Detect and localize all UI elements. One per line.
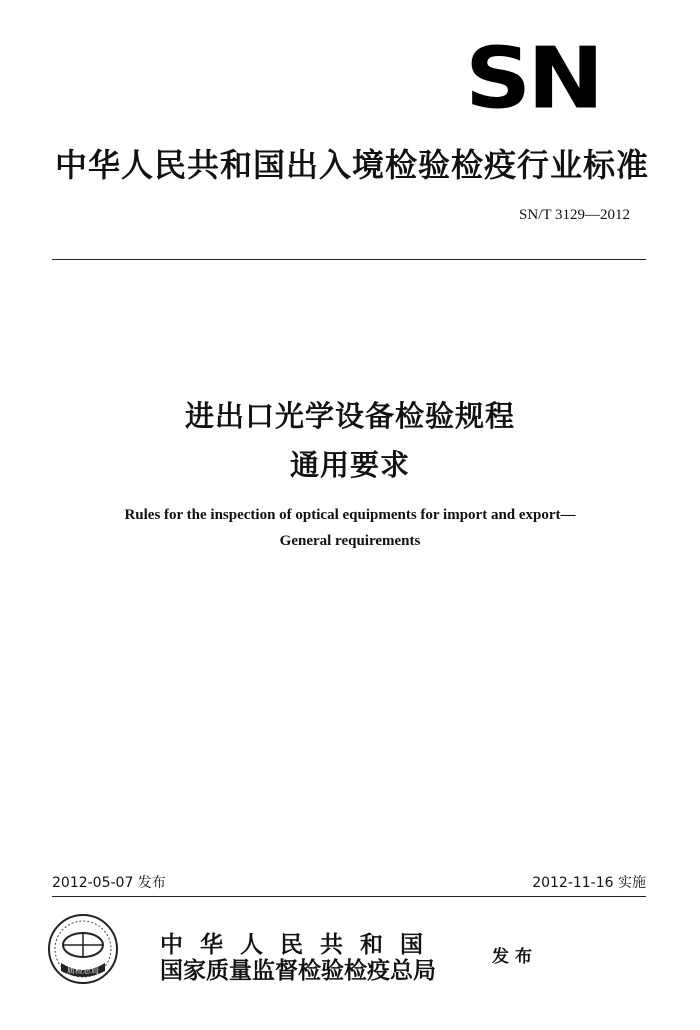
publish-label: 发布 (492, 947, 538, 967)
issuer-line2: 国家质量监督检验检疫总局 (160, 957, 436, 984)
title-en-line1: Rules for the inspection of optical equipments for import and export— (124, 507, 576, 523)
seal-icon (47, 913, 119, 985)
top-divider (52, 259, 646, 260)
seal-emblem (47, 913, 119, 985)
standard-code: SN/T 3129—2012 (519, 207, 630, 223)
bottom-divider (52, 896, 646, 897)
issuer-line1: 中华人民共和国 (160, 931, 440, 958)
sn-logo: SN (465, 29, 601, 128)
title-zh-line2: 通用要求 (289, 448, 410, 482)
title-zh-line1: 进出口光学设备检验规程 (184, 399, 515, 433)
seal-text: 质检总局 (67, 966, 99, 975)
issue-date: 2012-05-07 发布 (52, 875, 166, 891)
organization-title: 中华人民共和国出入境检验检疫行业标准 (55, 146, 650, 184)
title-en-line2: General requirements (279, 533, 421, 549)
effective-date: 2012-11-16 实施 (532, 875, 646, 891)
